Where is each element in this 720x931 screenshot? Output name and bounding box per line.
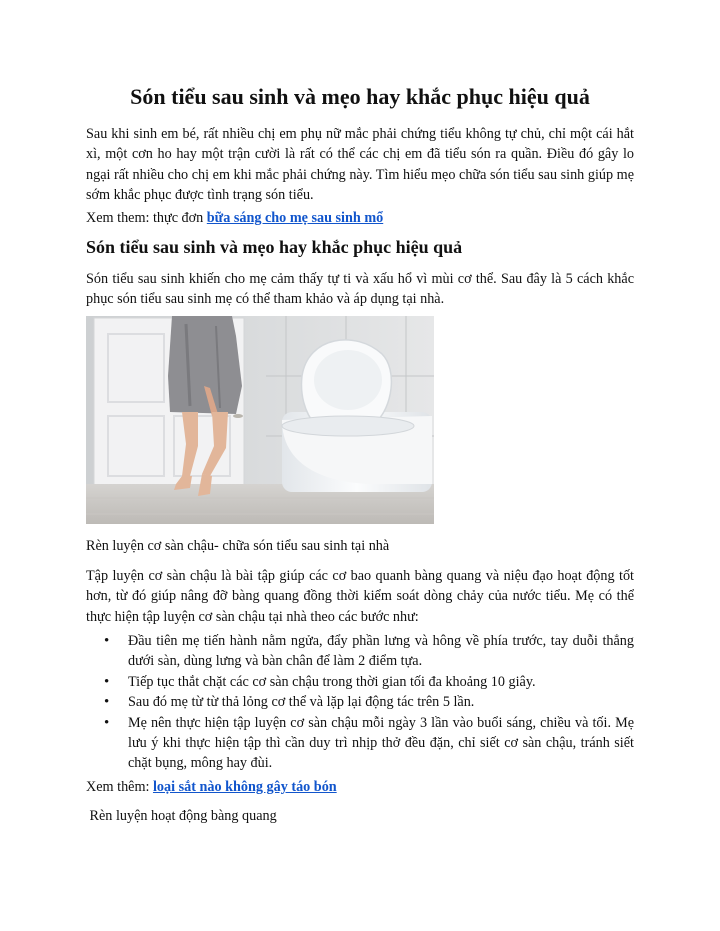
- breakfast-link[interactable]: bữa sáng cho mẹ sau sinh mổ: [206, 210, 384, 226]
- image-caption: Rèn luyện cơ sàn chậu- chữa són tiểu sau sinh tại nhà: [86, 538, 390, 554]
- list-item: • Sau đó mẹ từ từ thả lỏng cơ thể và lặp lại động tác trên 5 lần.: [86, 692, 634, 712]
- exercise-paragraph: Tập luyện cơ sàn chậu là bài tập giúp các cơ bao quanh bàng quang và niệu đạo hoạt động tốt hơn, từ đó giúp nâng đỡ bàng quang đồng thời kiểm soát dòng chảy của nước tiểu. Mẹ có thể thực hiện tập luyện cơ sàn chậu tại nhà theo các bước như:: [86, 568, 634, 625]
- see-also-line-2: [86, 777, 634, 797]
- section-intro: Són tiểu sau sinh khiến cho mẹ cảm thấy tự ti và xấu hổ vì mùi cơ thể. Sau đây là 5 cách khắc phục són tiểu sau sinh mẹ có thể tham khảo và áp dụng tại nhà.: [86, 271, 634, 308]
- steps-list: [86, 631, 634, 774]
- section-heading: Són tiểu sau sinh và mẹo hay khắc phục hiệu quả: [86, 237, 463, 257]
- see-also-line-1: [86, 208, 634, 228]
- iron-supplement-link[interactable]: loại sắt nào không gây táo bón: [152, 779, 337, 795]
- bladder-training-heading: Rèn luyện hoạt động bàng quang: [86, 808, 277, 824]
- see-also-prefix: Xem them: thực đơn: [86, 210, 207, 226]
- article-title: Són tiểu sau sinh và mẹo hay khắc phục hiệu quả: [130, 84, 590, 109]
- list-item: • Mẹ nên thực hiện tập luyện cơ sàn chậu mỗi ngày 3 lần vào buổi sáng, chiều và tối. Mẹ lưu ý khi thực hiện tập thì cần duy trì nhịp thở đều đặn, chỉ siết cơ sàn chậu, tránh siết chặt bụng, mông hay đùi.: [86, 713, 634, 774]
- list-item: • Đầu tiên mẹ tiến hành nằm ngửa, đẩy phần lưng và hông về phía trước, tay duỗi thẳng dưới sàn, dùng lưng và bàn chân để làm 2 điểm tựa.: [86, 631, 634, 672]
- see-also-prefix: Xem thêm:: [86, 779, 153, 795]
- intro-paragraph: Sau khi sinh em bé, rất nhiều chị em phụ nữ mắc phải chứng tiểu không tự chủ, chỉ một cái hắt xì, một cơn ho hay một trận cười là rất có thể các chị em đã tiểu són ra quần. Điều đó gây lo ngại rất nhiều cho chị em khi mắc phải chứng này. Tìm hiểu mẹo chữa són tiểu sau sinh giúp mẹ sớm khắc phục được tình trạng són tiểu.: [86, 126, 634, 204]
- list-item: • Tiếp tục thắt chặt các cơ sàn chậu trong thời gian tối đa khoảng 10 giây.: [86, 672, 634, 692]
- bathroom-photo: [86, 316, 434, 524]
